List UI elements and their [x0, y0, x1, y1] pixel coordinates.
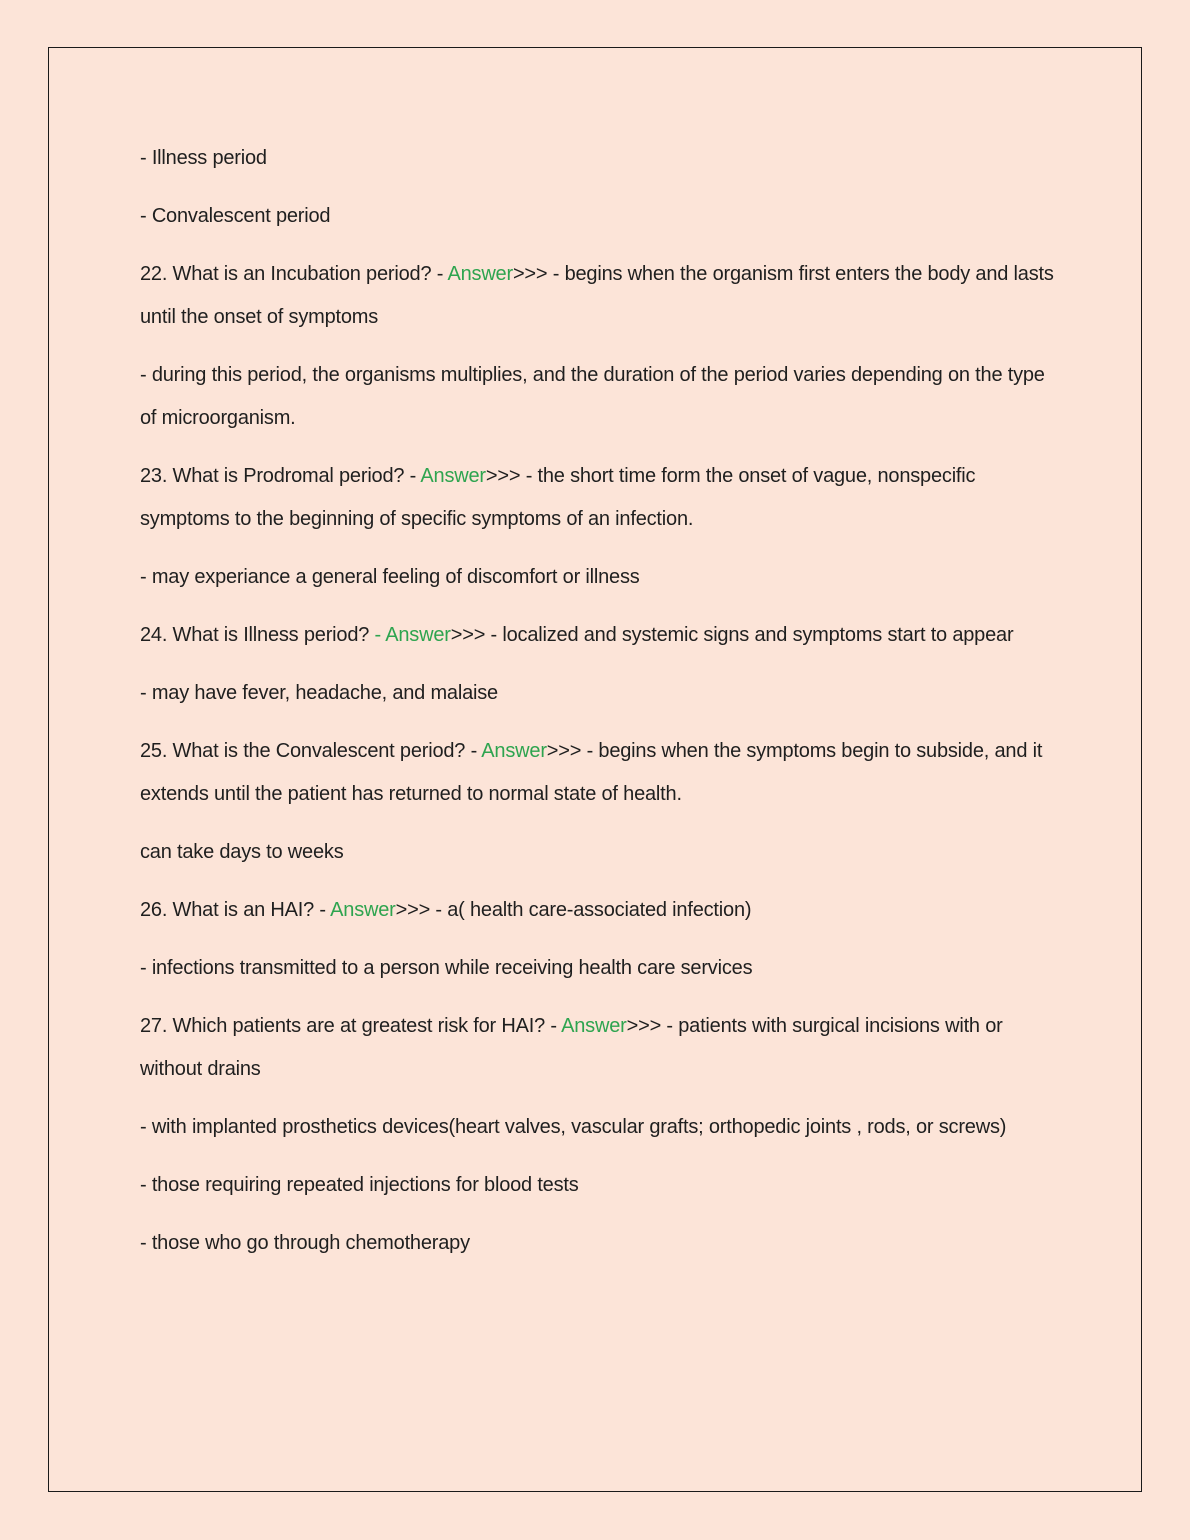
answer-detail [140, 1106, 1058, 1149]
question-24 [140, 614, 1058, 657]
paragraph-text: - with implanted prosthetics devices(heart valves, vascular grafts; orthopedic joints , rods, or screws) [140, 1116, 1007, 1138]
answer-label: - Answer [374, 624, 451, 646]
answer-label: Answer [420, 465, 486, 487]
question-25 [140, 730, 1058, 816]
answer-detail [140, 354, 1058, 440]
paragraph-text: - infections transmitted to a person while receiving health care services [140, 957, 753, 979]
answer-label: Answer [447, 263, 513, 285]
question-text: 27. Which patients are at greatest risk for HAI? - [140, 1015, 562, 1037]
paragraph-text: - Illness period [140, 147, 267, 169]
answer-detail [140, 947, 1058, 990]
question-text: 26. What is an HAI? - [140, 899, 331, 921]
question-27 [140, 1005, 1058, 1091]
paragraph-text: - those requiring repeated injections for blood tests [140, 1174, 579, 1196]
answer-detail [140, 831, 1058, 874]
answer-detail [140, 672, 1058, 715]
question-text: 23. What is Prodromal period? - [140, 465, 421, 487]
answer-text: >>> - patients with surgical incisions with or without drains [140, 1015, 1003, 1080]
answer-text: >>> - begins when the symptoms begin to subside, and it extends until the patient has returned to normal state of health. [140, 740, 1043, 805]
answer-detail [140, 1222, 1058, 1265]
question-23 [140, 455, 1058, 541]
answer-text: >>> - a( health care-associated infection) [395, 899, 752, 921]
answer-label: Answer [330, 899, 396, 921]
answer-detail [140, 556, 1058, 599]
paragraph-text: can take days to weeks [140, 841, 344, 863]
paragraph-text: - during this period, the organisms multiplies, and the duration of the period varies depending on the type of microorganism. [140, 364, 1045, 429]
answer-detail [140, 1164, 1058, 1207]
answer-label: Answer [481, 740, 547, 762]
list-item-convalescent-period [140, 195, 1058, 238]
list-item-illness-period [140, 137, 1058, 180]
answer-text: >>> - localized and systemic signs and symptoms start to appear [450, 624, 1014, 646]
question-text: 24. What is Illness period? [140, 624, 375, 646]
paragraph-text: - may experiance a general feeling of discomfort or illness [140, 566, 640, 588]
answer-text: >>> - the short time form the onset of vague, nonspecific symptoms to the beginning of specific symptoms of an infection. [140, 465, 976, 530]
document-body [140, 137, 1058, 1280]
answer-label: Answer [561, 1015, 627, 1037]
question-26 [140, 889, 1058, 932]
answer-text: >>> - begins when the organism first enters the body and lasts until the onset of symptoms [140, 263, 1054, 328]
question-22 [140, 253, 1058, 339]
question-text: 22. What is an Incubation period? - [140, 263, 448, 285]
paragraph-text: - Convalescent period [140, 205, 331, 227]
paragraph-text: - may have fever, headache, and malaise [140, 682, 498, 704]
paragraph-text: - those who go through chemotherapy [140, 1232, 470, 1254]
question-text: 25. What is the Convalescent period? - [140, 740, 482, 762]
